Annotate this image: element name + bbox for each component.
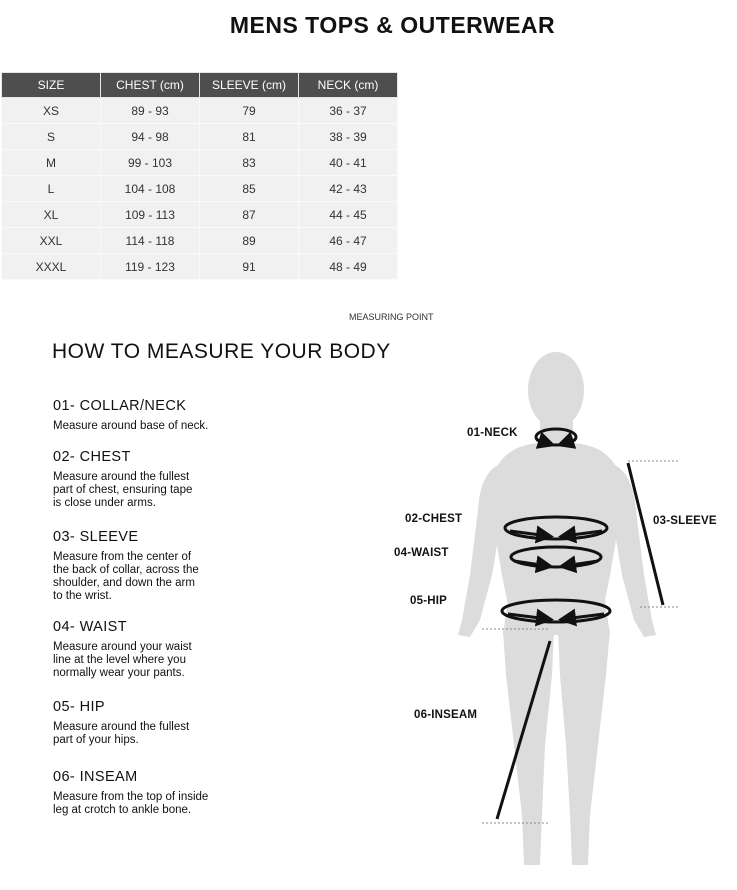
table-row xyxy=(2,98,398,124)
table-header-row xyxy=(2,73,398,98)
neck-cell: 46 - 47 xyxy=(299,228,398,254)
measuring-point-label: MEASURING POINT xyxy=(349,312,434,322)
column-header-size: SIZE xyxy=(2,73,101,98)
step-waist xyxy=(53,619,263,680)
size-cell: M xyxy=(2,150,101,176)
how-to-measure-heading: HOW TO MEASURE YOUR BODY xyxy=(52,340,391,363)
table-row xyxy=(2,150,398,176)
chest-cell: 94 - 98 xyxy=(101,124,200,150)
sleeve-cell: 87 xyxy=(200,202,299,228)
table-row xyxy=(2,228,398,254)
page-title: MENS TOPS & OUTERWEAR xyxy=(229,12,556,38)
body-silhouette-illustration xyxy=(390,345,737,890)
step-description: Measure around base of neck. xyxy=(53,420,209,432)
sleeve-cell: 85 xyxy=(200,176,299,202)
chest-cell: 109 - 113 xyxy=(101,202,200,228)
table-row xyxy=(2,254,398,280)
neck-cell: 42 - 43 xyxy=(299,176,398,202)
body-measurement-figure xyxy=(390,345,737,890)
chest-cell: 89 - 93 xyxy=(101,98,200,124)
sleeve-cell: 91 xyxy=(200,254,299,280)
chest-cell: 114 - 118 xyxy=(101,228,200,254)
sleeve-cell: 79 xyxy=(200,98,299,124)
column-header-neck: NECK (cm) xyxy=(299,73,398,98)
size-cell: XXL xyxy=(2,228,101,254)
table-row xyxy=(2,124,398,150)
sleeve-cell: 89 xyxy=(200,228,299,254)
neck-label: 01-NECK xyxy=(467,427,518,439)
step-inseam xyxy=(53,769,263,817)
sleeve-cell: 81 xyxy=(200,124,299,150)
waist-label: 04-WAIST xyxy=(394,547,449,559)
table-row xyxy=(2,176,398,202)
step-description: Measure from the top of inside leg at crotch to ankle bone. xyxy=(53,791,209,816)
chest-cell: 119 - 123 xyxy=(101,254,200,280)
step-heading: 04- WAIST xyxy=(53,619,127,635)
column-header-chest: CHEST (cm) xyxy=(101,73,200,98)
step-heading: 03- SLEEVE xyxy=(53,529,139,545)
inseam-label: 06-INSEAM xyxy=(414,709,478,721)
step-heading: 06- INSEAM xyxy=(53,769,138,785)
column-header-sleeve: SLEEVE (cm) xyxy=(200,73,299,98)
step-chest xyxy=(53,449,263,510)
neck-cell: 38 - 39 xyxy=(299,124,398,150)
chest-cell: 104 - 108 xyxy=(101,176,200,202)
step-sleeve xyxy=(53,529,263,603)
step-description: Measure around the fullest part of chest, ensuring tape is close under arms. xyxy=(53,471,193,509)
chest-cell: 99 - 103 xyxy=(101,150,200,176)
hip-label: 05-HIP xyxy=(410,595,447,607)
step-description: Measure around the fullest part of your hips. xyxy=(53,721,190,746)
neck-cell: 48 - 49 xyxy=(299,254,398,280)
chest-label: 02-CHEST xyxy=(405,513,463,525)
step-heading: 05- HIP xyxy=(53,699,105,715)
step-description: Measure from the center of the back of collar, across the shoulder, and down the arm to the wrist. xyxy=(53,551,199,602)
step-neck xyxy=(53,398,263,433)
sleeve-label: 03-SLEEVE xyxy=(653,515,717,527)
step-heading: 01- COLLAR/NECK xyxy=(53,398,187,414)
table-row xyxy=(2,202,398,228)
step-description: Measure around your waist line at the level where you normally wear your pants. xyxy=(53,641,192,679)
size-chart-table xyxy=(1,72,398,280)
neck-cell: 44 - 45 xyxy=(299,202,398,228)
neck-cell: 36 - 37 xyxy=(299,98,398,124)
step-heading: 02- CHEST xyxy=(53,449,131,465)
step-hip xyxy=(53,699,263,747)
neck-cell: 40 - 41 xyxy=(299,150,398,176)
size-cell: XXXL xyxy=(2,254,101,280)
sleeve-cell: 83 xyxy=(200,150,299,176)
size-cell: S xyxy=(2,124,101,150)
size-cell: L xyxy=(2,176,101,202)
size-cell: XL xyxy=(2,202,101,228)
size-cell: XS xyxy=(2,98,101,124)
